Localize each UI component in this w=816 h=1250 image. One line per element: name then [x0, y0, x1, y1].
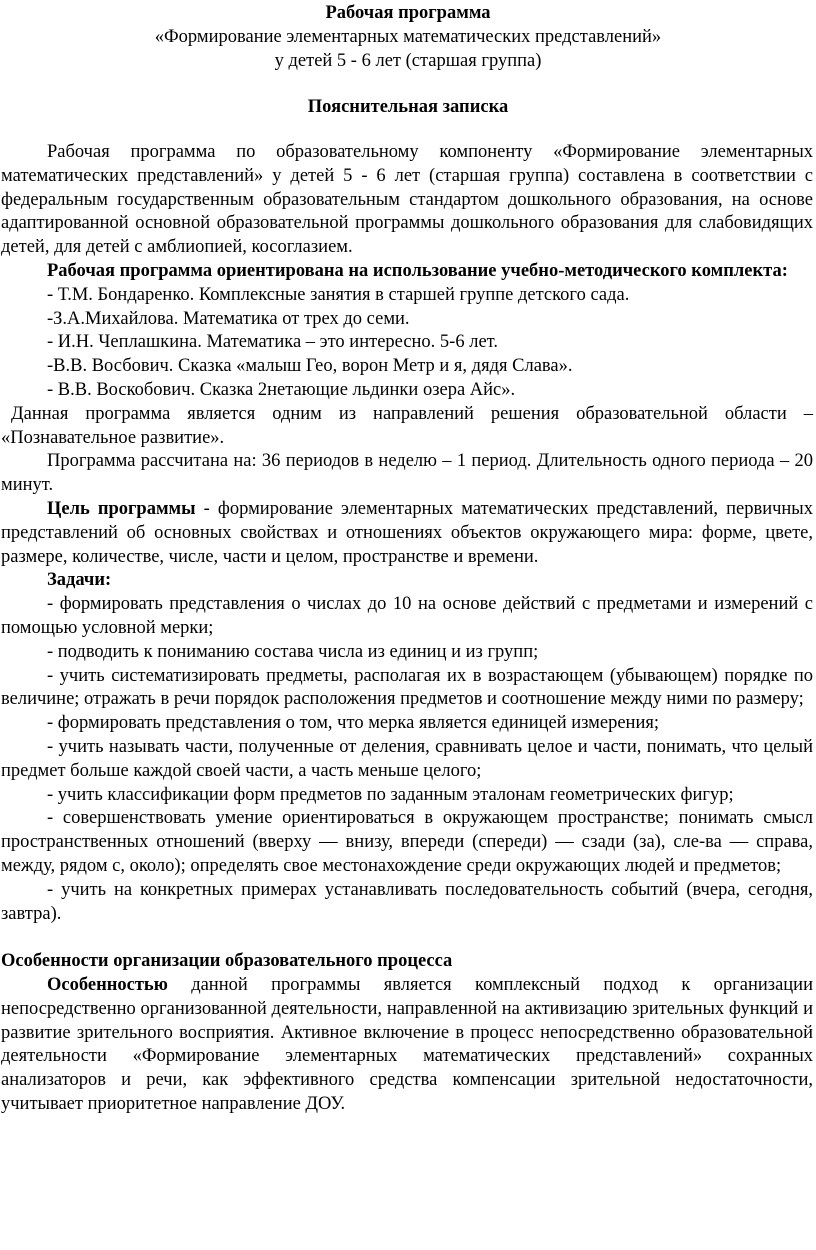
goal-label: Цель программы: [47, 498, 196, 519]
program-subtitle: «Формирование элементарных математических представлений»: [154, 26, 662, 47]
goal-paragraph: [1, 498, 813, 569]
kit-item: -З.А.Михайлова. Математика от трех до семи.: [47, 308, 410, 329]
kit-item: - И.Н. Чеплашкина. Математика – это интересно. 5-6 лет.: [47, 332, 498, 353]
kit-heading: Рабочая программа ориентирована на использование учебно-методического комплекта:: [47, 260, 788, 281]
task-item: - учить на конкретных примерах устанавливать последовательность событий (вчера, сегодня, завтра).: [1, 879, 813, 924]
features-paragraph: [1, 974, 813, 1117]
tasks-label: Задачи:: [47, 570, 112, 591]
explanatory-note-heading: Пояснительная записка: [307, 97, 509, 117]
features-text: данной программы является комплексный подход к организации непосредственно организованной деятельности, направленной на активизацию зрительных функций и развитие зрительного восприятия. Активное включение в процесс непосредственно образовательной деятельности «Формирование элементарных математических представлений» сохранных анализаторов и речи, как эффективного средства компенсации зрительной недостаточности, учитывает приоритетное направление ДОУ.: [1, 975, 813, 1115]
task-item: - совершенствовать умение ориентироваться в окружающем пространстве; понимать смысл пространственных отношений (вверху — внизу, впереди (спереди) — сзади (за), сле-ва — справа, между, рядом с, около); определять свое местонахождение среди окружающих людей и предметов;: [1, 808, 813, 876]
task-item: - подводить к пониманию состава числа из единиц и из групп;: [47, 641, 539, 662]
task-item: - учить классификации форм предметов по заданным эталонам геометрических фигур;: [47, 784, 734, 805]
kit-item: -В.В. Восбович. Сказка «малыш Гео, ворон Метр и я, дядя Слава».: [47, 356, 573, 377]
task-item: - формировать представления о числах до 10 на основе действий с предметами и измерений с помощью условной мерки;: [1, 594, 813, 638]
document-title: Рабочая программа: [325, 3, 491, 23]
features-heading: Особенности организации образовательного процесса: [1, 951, 453, 972]
task-item: - формировать представления о том, что мерка является единицей измерения;: [47, 713, 660, 734]
intro-paragraph: Рабочая программа по образовательному компоненту «Формирование элементарных математических представлений» у детей 5 - 6 лет (старшая группа) составлена в соответствии с федеральным государственным образовательным стандартом дошкольного образования, на основе адаптированной основной образовательной программы дошкольного образования для слабовидящих детей, для детей с амблиопией, косоглазием.: [1, 142, 813, 258]
task-item: - учить называть части, полученные от деления, сравнивать целое и части, понимать, что целый предмет больше каждой своей части, а часть меньше целого;: [1, 736, 813, 781]
title-block: [0, 2, 816, 73]
document-body: [1, 141, 813, 1117]
schedule-paragraph: Программа рассчитана на: 36 периодов в неделю – 1 период. Длительность одного периода – 20 минут.: [1, 451, 813, 496]
task-item: - учить систематизировать предметы, располагая их в возрастающем (убывающем) порядке по величине; отражать в речи порядок расположения предметов и соотношение между ними по размеру;: [1, 665, 813, 710]
age-group-line: у детей 5 - 6 лет (старшая группа): [274, 50, 542, 71]
direction-paragraph: Данная программа является одним из направлений решения образовательной области – «Познавательное развитие».: [1, 403, 813, 448]
goal-text: - формирование элементарных математических представлений, первичных представлений об основных свойствах и отношениях объектов окружающего мира: форме, цвете, размере, количестве, числе, части и целом, пространстве и времени.: [1, 498, 813, 567]
features-label: Особенностью: [47, 975, 168, 996]
section-spacer: [1, 926, 813, 950]
kit-item: - Т.М. Бондаренко. Комплексные занятия в старшей группе детского сада.: [47, 284, 630, 305]
kit-item: - В.В. Воскобович. Сказка 2нетающие льдинки озера Айс».: [47, 379, 516, 400]
